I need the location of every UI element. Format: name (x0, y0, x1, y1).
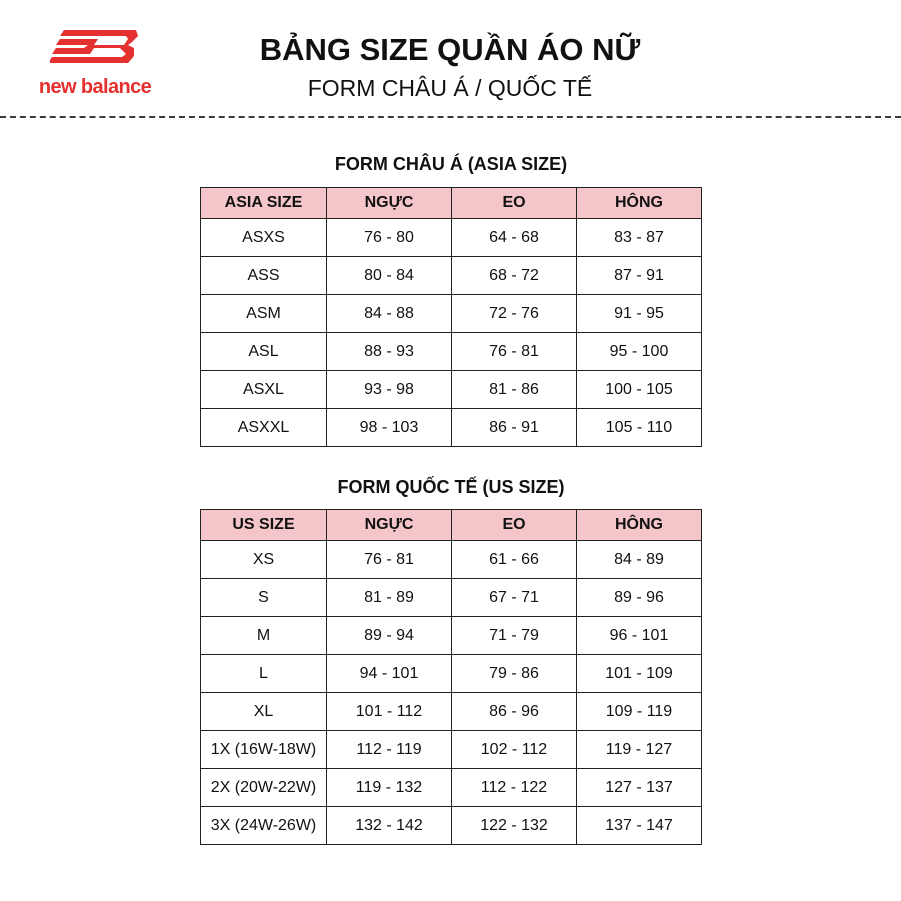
measurement-cell: 80 - 84 (327, 257, 452, 295)
measurement-cell: 79 - 86 (452, 655, 577, 693)
measurement-cell: 89 - 96 (577, 579, 702, 617)
measurement-cell: 91 - 95 (577, 295, 702, 333)
column-header: US SIZE (201, 510, 327, 541)
size-label-cell: ASXS (201, 219, 327, 257)
table-header-row (201, 188, 702, 219)
table-row (201, 219, 702, 257)
column-header: HÔNG (577, 510, 702, 541)
measurement-cell: 101 - 112 (327, 693, 452, 731)
table-row (201, 655, 702, 693)
size-label-cell: 3X (24W-26W) (201, 807, 327, 845)
table-row (201, 541, 702, 579)
column-header: EO (452, 510, 577, 541)
asia-size-table (200, 187, 702, 447)
measurement-cell: 86 - 96 (452, 693, 577, 731)
measurement-cell: 96 - 101 (577, 617, 702, 655)
size-label-cell: XS (201, 541, 327, 579)
table-header-row (201, 510, 702, 541)
us-section-title: FORM QUỐC TẾ (US SIZE) (337, 477, 565, 497)
measurement-cell: 122 - 132 (452, 807, 577, 845)
measurement-cell: 87 - 91 (577, 257, 702, 295)
page-subtitle: FORM CHÂU Á / QUỐC TẾ (307, 75, 593, 101)
size-label-cell: ASS (201, 257, 327, 295)
measurement-cell: 72 - 76 (452, 295, 577, 333)
dashed-divider (0, 116, 901, 118)
table-row (201, 731, 702, 769)
measurement-cell: 100 - 105 (577, 371, 702, 409)
measurement-cell: 76 - 81 (327, 541, 452, 579)
table-row (201, 617, 702, 655)
column-header: NGỰC (327, 188, 452, 219)
measurement-cell: 84 - 88 (327, 295, 452, 333)
measurement-cell: 84 - 89 (577, 541, 702, 579)
table-row (201, 371, 702, 409)
measurement-cell: 137 - 147 (577, 807, 702, 845)
measurement-cell: 86 - 91 (452, 409, 577, 447)
table-row (201, 693, 702, 731)
measurement-cell: 76 - 80 (327, 219, 452, 257)
measurement-cell: 101 - 109 (577, 655, 702, 693)
measurement-cell: 88 - 93 (327, 333, 452, 371)
us-size-table (200, 509, 702, 845)
table-row (201, 295, 702, 333)
measurement-cell: 102 - 112 (452, 731, 577, 769)
size-label-cell: ASXXL (201, 409, 327, 447)
measurement-cell: 112 - 119 (327, 731, 452, 769)
size-label-cell: L (201, 655, 327, 693)
brand-logo (32, 26, 158, 98)
measurement-cell: 64 - 68 (452, 219, 577, 257)
measurement-cell: 94 - 101 (327, 655, 452, 693)
measurement-cell: 81 - 89 (327, 579, 452, 617)
column-header: HÔNG (577, 188, 702, 219)
column-header: NGỰC (327, 510, 452, 541)
measurement-cell: 68 - 72 (452, 257, 577, 295)
size-label-cell: XL (201, 693, 327, 731)
measurement-cell: 109 - 119 (577, 693, 702, 731)
measurement-cell: 71 - 79 (452, 617, 577, 655)
measurement-cell: 132 - 142 (327, 807, 452, 845)
table-row (201, 769, 702, 807)
measurement-cell: 76 - 81 (452, 333, 577, 371)
size-label-cell: M (201, 617, 327, 655)
measurement-cell: 127 - 137 (577, 769, 702, 807)
size-label-cell: ASL (201, 333, 327, 371)
table-row (201, 257, 702, 295)
measurement-cell: 89 - 94 (327, 617, 452, 655)
nb-logo-icon (50, 26, 140, 74)
size-label-cell: ASXL (201, 371, 327, 409)
table-row (201, 409, 702, 447)
measurement-cell: 98 - 103 (327, 409, 452, 447)
column-header: EO (452, 188, 577, 219)
size-label-cell: 2X (20W-22W) (201, 769, 327, 807)
measurement-cell: 119 - 127 (577, 731, 702, 769)
brand-wordmark: new balance (38, 76, 152, 98)
table-row (201, 333, 702, 371)
measurement-cell: 112 - 122 (452, 769, 577, 807)
column-header: ASIA SIZE (201, 188, 327, 219)
measurement-cell: 105 - 110 (577, 409, 702, 447)
measurement-cell: 93 - 98 (327, 371, 452, 409)
page-title: BẢNG SIZE QUẦN ÁO NỮ (259, 32, 641, 67)
measurement-cell: 83 - 87 (577, 219, 702, 257)
asia-section-title: FORM CHÂU Á (ASIA SIZE) (334, 154, 568, 174)
measurement-cell: 61 - 66 (452, 541, 577, 579)
table-row (201, 807, 702, 845)
size-label-cell: 1X (16W-18W) (201, 731, 327, 769)
measurement-cell: 81 - 86 (452, 371, 577, 409)
table-row (201, 579, 702, 617)
size-label-cell: S (201, 579, 327, 617)
size-label-cell: ASM (201, 295, 327, 333)
measurement-cell: 95 - 100 (577, 333, 702, 371)
measurement-cell: 67 - 71 (452, 579, 577, 617)
measurement-cell: 119 - 132 (327, 769, 452, 807)
